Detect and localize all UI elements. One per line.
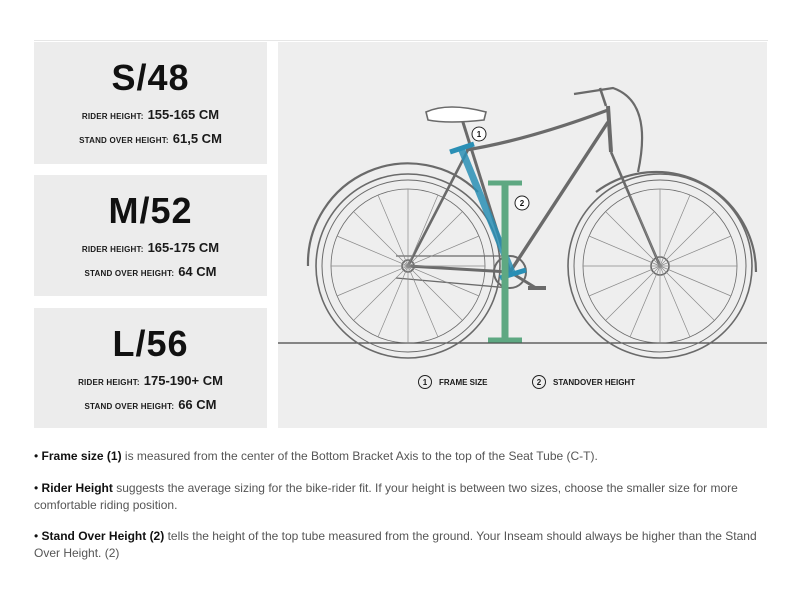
size-card-s48 [34,42,267,164]
legend-2-circle: 2 [532,375,546,389]
marker-2-number: 2 [519,199,525,208]
legend-1-circle: 1 [418,375,432,389]
bike-geometry-diagram [278,42,767,428]
note-standover-height [34,528,764,562]
legend-frame-size [418,375,487,389]
bullet: • [34,481,39,495]
size-title: M/52 [108,190,193,231]
standover-height-value: 64 CM [178,264,217,279]
rider-height-row [34,237,267,261]
standover-height-label: STAND OVER HEIGHT: [84,269,175,278]
size-title: S/48 [111,57,190,98]
standover-height-row [34,394,267,418]
size-card-l56 [34,308,267,428]
spokes [331,189,737,343]
rider-height-label: RIDER HEIGHT: [78,378,140,387]
bike-illustration [278,42,767,428]
standover-height-label: STAND OVER HEIGHT: [79,136,169,145]
standover-height-value: 66 CM [178,397,217,412]
size-title: L/56 [112,323,189,364]
note-frame-size-term: Frame size (1) [41,449,122,463]
rider-height-value: 175-190+ CM [143,373,223,388]
rider-height-row [34,104,267,128]
rider-height-label: RIDER HEIGHT: [81,245,144,254]
size-card-m52 [34,175,267,296]
saddle [426,107,486,122]
legend-standover-height [532,375,635,389]
marker-1-number: 1 [476,130,482,139]
note-standover-height-text: tells the height of the top tube measured from the ground. Your Inseam should always be higher than the Stand Over Height. (2) [34,529,757,560]
note-rider-height [34,480,764,514]
head-tube [608,106,611,152]
bullet: • [34,449,39,463]
standover-height-value: 61,5 CM [172,131,222,146]
top-divider [34,40,768,41]
rider-height-value: 165-175 CM [147,240,220,255]
rider-height-row [34,370,267,394]
standover-height-row [34,261,267,285]
standover-height-row [34,128,267,152]
note-frame-size-text: is measured from the center of the Bottom Bracket Axis to the top of the Seat Tube (C-T). [121,449,598,463]
note-rider-height-text: suggests the average sizing for the bike-rider fit. If your height is between two sizes, choose the smaller size for more comfortable riding position. [34,481,738,512]
legend-1-label: FRAME SIZE [439,377,488,387]
bullet: • [34,529,39,543]
note-rider-height-term: Rider Height [41,481,113,495]
top-tube [466,110,608,150]
standover-height-label: STAND OVER HEIGHT: [84,402,175,411]
front-fender [596,172,756,272]
rider-height-label: RIDER HEIGHT: [81,112,144,121]
rider-height-value: 155-165 CM [147,107,220,122]
note-standover-height-term: Stand Over Height (2) [41,529,165,543]
note-frame-size [34,448,764,465]
legend-2-label: STANDOVER HEIGHT [553,377,636,387]
